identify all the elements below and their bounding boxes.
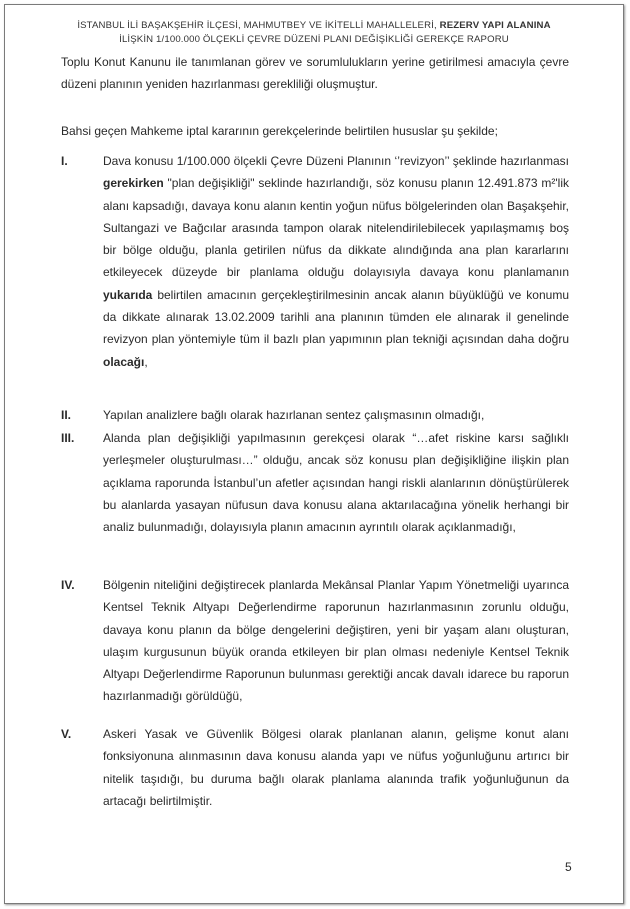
list-item-number: III.	[61, 431, 75, 445]
list-item-text-part: Dava konusu 1/100.000 ölçekli Çevre Düzeni Planının ‘’revizyon’’ şeklinde hazırlanması	[103, 154, 569, 168]
list-item-3	[61, 427, 569, 538]
list-item-text: Askeri Yasak ve Güvenlik Bölgesi olarak planlanan alanın, gelişme konut alanı fonksiyonuna alınmasının dava konusu alanda yapı ve nüfus yoğunluğunu artırıcı bir nitelik taşıdığı, bu duruma bağlı olarak planlama alanında trafik yoğunluğunun da artacağı belirtilmiştir.	[103, 727, 569, 808]
list-item-text: Bölgenin niteliğini değiştirecek planlarda Mekânsal Planlar Yapım Yönetmeliği uyarınca Kentsel Teknik Altyapı Değerlendirme raporunun hazırlanmasının zorunlu olduğu, davaya konu planın da bölge dengelerini değiştiren, yeni bir yaşam alanı oluşturan, ulaşım kurgusunun büyük oranda etkileyen bir plan olması nedeniyle Kentsel Teknik Altyapı Değerlendirme Raporunun bulunması gerektiği ancak davalı idarece bu raporun hazırlanmadığı görüldüğü,	[103, 578, 569, 704]
list-item-text-bold: gerekirken	[103, 176, 164, 191]
list-item-1	[61, 150, 569, 373]
page-number: 5	[565, 860, 572, 874]
list-item-text	[103, 150, 569, 373]
document-header	[45, 19, 583, 47]
header-line-1	[45, 19, 583, 33]
list-item-text-part: ,	[144, 354, 148, 369]
list-item-text: Yapılan analizlere bağlı olarak hazırlanan sentez çalışmasının olmadığı,	[103, 408, 485, 422]
list-item-4	[61, 574, 569, 708]
list-item-5	[61, 723, 569, 812]
header-line-1-part-2: REZERV YAPI ALANINA	[439, 20, 551, 31]
list-item-number: V.	[61, 727, 72, 741]
document-page	[4, 4, 624, 904]
list-item-text-bold: yukarıda	[103, 287, 153, 302]
list-item-number: I.	[61, 154, 68, 168]
list-item-text-part: "plan değişikliği" seklinde hazırlandığı, söz konusu planın 12.491.873 m²'lik alanı kapsadığı, davaya konu alanın kentin yoğun nüfus bölgelerinden olan Başakşehir, Sultangazi ve Bağcılar arasında tampon olarak nitelendirilebilecek yapılaşmamış boş bir bölge olduğu, planla getirilen nüfus da dikkate alındığında ana plan kararlarını etkileyecek düzeyde bir planlama olduğu dolayısıyla davaya konu planlamanın	[103, 176, 569, 280]
list-item-text-part: belirtilen amacının gerçekleştirilmesinin ancak alanın büyüklüğü ve konumu da dikkate alınarak 13.02.2009 tarihli ana planının tümden ele alınarak il genelinde revizyon plan yöntemiyle tüm il bazlı plan yapımının plan tekniği açısından daha doğru	[103, 287, 569, 347]
list-item-2	[61, 404, 569, 426]
list-item-text: Alanda plan değişikliği yapılmasının gerekçesi olarak “…afet riskine karsı sağlıklı yerleşmeler oluşturulması…” olduğu, ancak söz konusu plan değişikliğine ilişkin plan açıklama raporunda İstanbul’un afetler açısından hangi riskli alanlarının dönüştürülerek bu alanlarda yasayan nüfusun dava konusu alana aktarılacağına yönelik herhangi bir analiz bulunmadığı, dolayısıyla planın amacının ayrıntılı olarak açıklanmadığı,	[103, 431, 569, 535]
intro-paragraph-2: Bahsi geçen Mahkeme iptal kararının gerekçelerinde belirtilen hususlar şu şekilde;	[61, 124, 498, 138]
list-item-number: II.	[61, 408, 72, 422]
list-item-number: IV.	[61, 578, 75, 592]
header-line-1-part-1: İSTANBUL İLİ BAŞAKŞEHİR İLÇESİ, MAHMUTBEY VE İKİTELLİ MAHALLELERİ,	[77, 20, 440, 31]
intro-paragraph-1: Toplu Konut Kanunu ile tanımlanan görev ve sorumlulukların yerine getirilmesi amacıyla çevre düzeni planının yeniden hazırlanması gerekliliği oluşmuştur.	[61, 55, 569, 91]
header-line-2: İLİŞKİN 1/100.000 ÖLÇEKLİ ÇEVRE DÜZENİ PLANI DEĞİŞİKLİĞİ GEREKÇE RAPORU	[119, 34, 509, 45]
list-item-text-bold: olacağı	[103, 354, 145, 369]
